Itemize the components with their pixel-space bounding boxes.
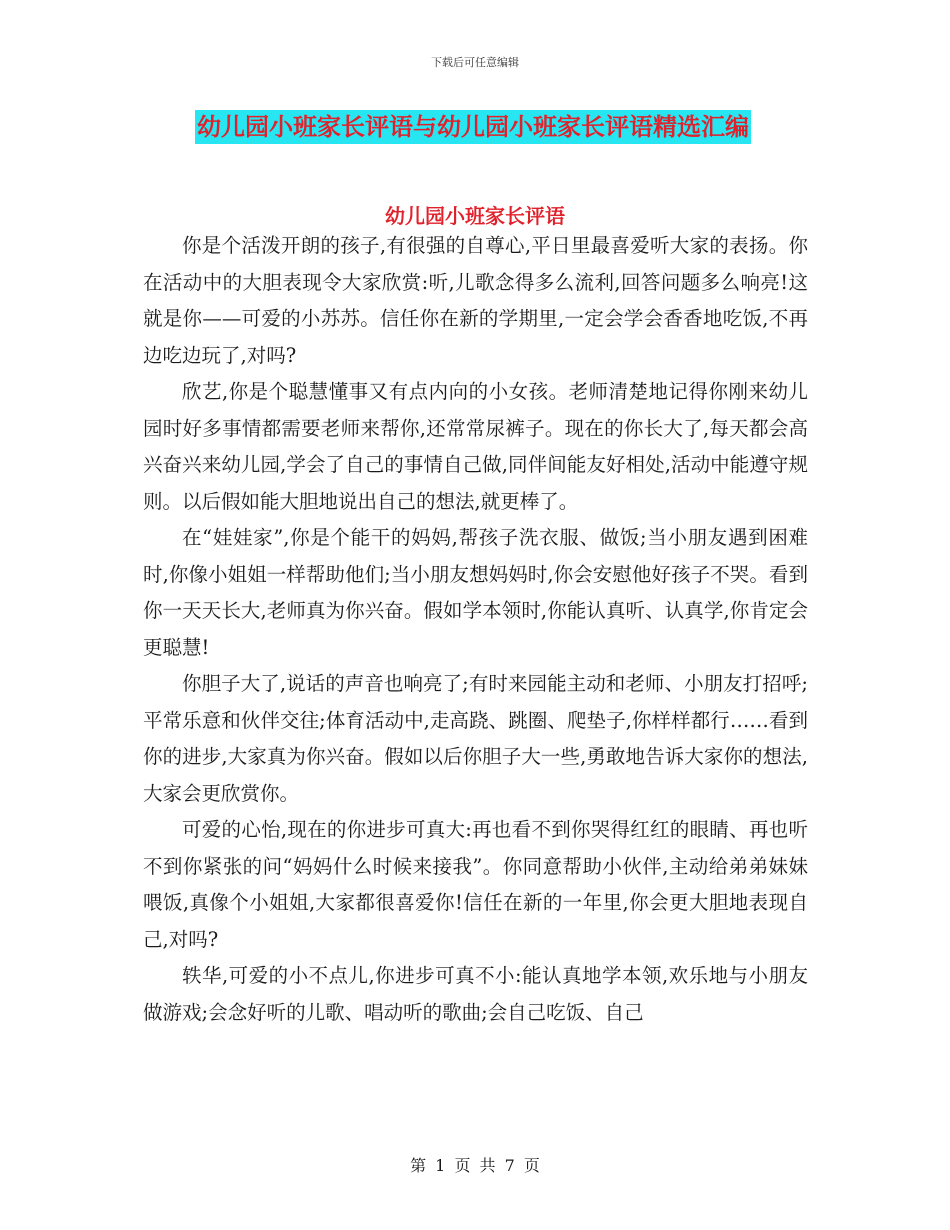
page-number-footer: 第 1 页 共 7 页: [410, 1156, 540, 1175]
document-title-highlight: [195, 110, 751, 144]
section-title: 幼儿园小班家长评语: [385, 204, 565, 228]
paragraph: 你是个活泼开朗的孩子,有很强的自尊心,平日里最喜爱听大家的表扬。你在活动中的大胆表现令大家欣赏:听,儿歌念得多么流利,回答问题多么响亮!这就是你——可爱的小苏苏。信任你在新的学期里,一定会学会香香地吃饭,不再边吃边玩了,对吗?: [143, 234, 808, 367]
paragraph: 可爱的心怡,现在的你进步可真大:再也看不到你哭得红红的眼睛、再也听不到你紧张的问“妈妈什么时候来接我”。你同意帮助小伙伴,主动给弟弟妹妹喂饭,真像个小姐姐,大家都很喜爱你!信任在新的一年里,你会更大胆地表现自己,对吗?: [143, 818, 808, 951]
document-body: [143, 228, 808, 1031]
page-header-note: 下载后可任意编辑: [431, 56, 519, 69]
paragraph: 轶华,可爱的小不点儿,你进步可真不小:能认真地学本领,欢乐地与小朋友做游戏;会念好听的儿歌、唱动听的歌曲;会自己吃饭、自己: [143, 964, 808, 1024]
paragraph: 在“娃娃家”,你是个能干的妈妈,帮孩子洗衣服、做饭;当小朋友遇到困难时,你像小姐姐一样帮助他们;当小朋友想妈妈时,你会安慰他好孩子不哭。看到你一天天长大,老师真为你兴奋。假如学本领时,你能认真听、认真学,你肯定会更聪慧!: [143, 526, 808, 659]
paragraph: 欣艺,你是个聪慧懂事又有点内向的小女孩。老师清楚地记得你刚来幼儿园时好多事情都需要老师来帮你,还常常尿裤子。现在的你长大了,每天都会高兴奋兴来幼儿园,学会了自己的事情自己做,同伴间能友好相处,活动中能遵守规则。以后假如能大胆地说出自己的想法,就更棒了。: [143, 380, 808, 513]
document-title: 幼儿园小班家长评语与幼儿园小班家长评语精选汇编: [197, 113, 749, 141]
paragraph: 你胆子大了,说话的声音也响亮了;有时来园能主动和老师、小朋友打招呼;平常乐意和伙伴交往;体育活动中,走高跷、跳圈、爬垫子,你样样都行……看到你的进步,大家真为你兴奋。假如以后你胆子大一些,勇敢地告诉大家你的想法,大家会更欣赏你。: [143, 672, 808, 805]
